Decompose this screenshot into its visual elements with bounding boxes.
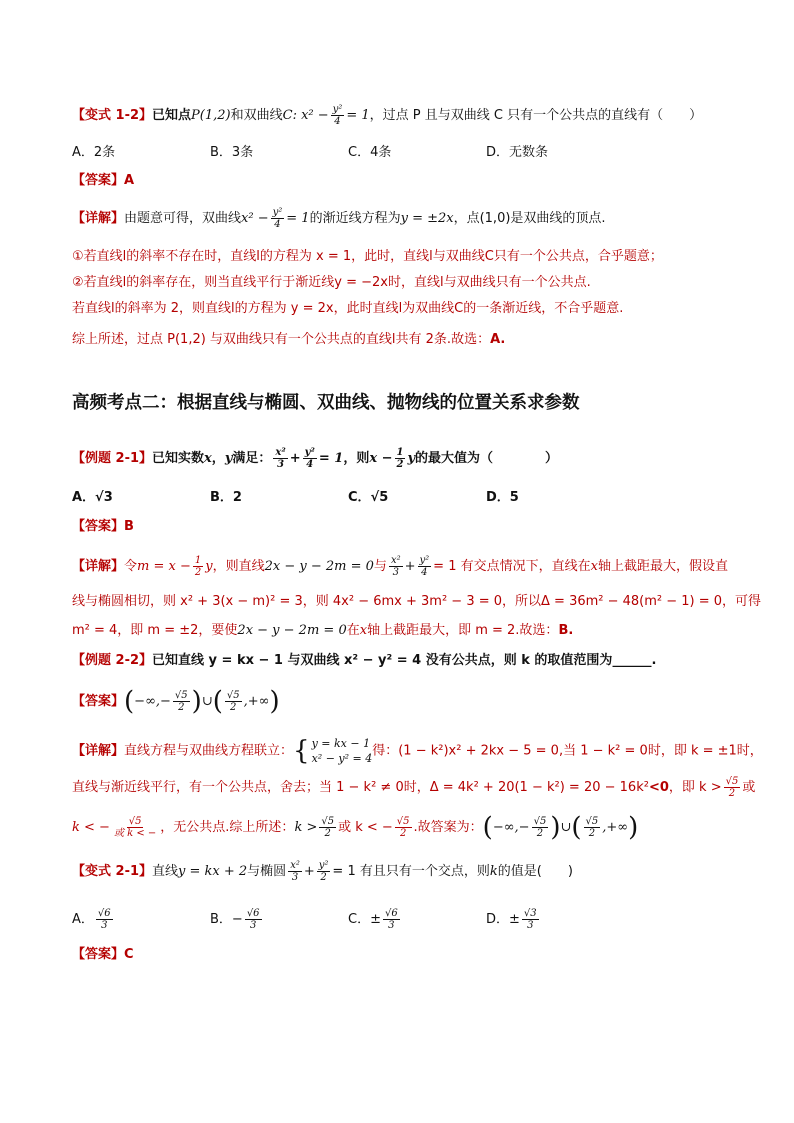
detail-line-3: k < − $\frac{√5}{\text{或 k < −}}$ ，无公共点.综上所述：k > $\frac{√5}{2}$ 或 k < − $\frac{√5}{2}$ .故答案为：(−∞,− $\frac{√5}{2}$ )∪( $\frac{√5}{2}$ ,+∞) — [72, 812, 639, 843]
detail-line-5: 综上所述，过点 P(1,2) 与双曲线只有一个公共点的直线l共有 2条.故选：A. — [72, 332, 506, 347]
example-2-1-question: 【例题 2-1】已知实数x，y满足： $\frac{\text{x²}}{3}$ + $\frac{\text{y²}}{4}$ = 1，则x − $\frac{1}{2}$ y的最大值为（ ） — [72, 447, 559, 470]
section-title: 高频考点二：根据直线与椭圆、双曲线、抛物线的位置关系求参数 — [72, 393, 580, 413]
answer-line: 【答案】C — [72, 947, 134, 962]
detail-line-2: 线与椭圆相切，则 x² + 3(x − m)² = 3，则 4x² − 6mx + 3m² − 3 = 0，所以Δ = 36m² − 48(m² − 1) = 0，可得 — [72, 594, 762, 609]
variant-1-2-question: 【变式 1-2】已知点P(1,2)和双曲线C: x² − $\frac{\text{y²}}{4}$ = 1，过点 P 且与双曲线 C 只有一个公共点的直线有（ ） — [72, 104, 703, 127]
detail-line-1: 【详解】由题意可得，双曲线x² − $\frac{\text{y²}}{4}$ = 1的渐近线方程为y = ±2x，点(1,0)是双曲线的顶点. — [72, 207, 606, 230]
detail-line-4: 若直线l的斜率为 2，则直线l的方程为 y = 2x，此时直线l为双曲线C的一条渐近线，不合乎题意. — [72, 301, 624, 316]
option-a: A．2条 — [72, 145, 116, 160]
detail-line-2: ①若直线l的斜率不存在时，直线l的方程为 x = 1，此时，直线l与双曲线C只有一个公共点，合乎题意； — [72, 249, 663, 264]
option-c: C．√5 — [348, 490, 389, 505]
option-b: B．3条 — [210, 145, 254, 160]
detail-line-1: 【详解】直线方程与双曲线方程联立： { y = kx − 1 x² − y² = 4 得：(1 − k²)x² + 2kx − 5 = 0,当 1 − k² = 0时，即 k = ±1时， — [72, 736, 763, 766]
option-b: B．− $\frac{√6}{3}$ — [210, 908, 260, 931]
option-c: C．4条 — [348, 145, 392, 160]
detail-line-3: m² = 4，即 m = ±2，要使2x − y − 2m = 0在x轴上截距最大，即 m = 2.故选：B. — [72, 623, 574, 638]
answer-line: 【答案】(−∞,− $\frac{√5}{2}$ )∪( $\frac{√5}{2}$ ,+∞) — [72, 686, 280, 717]
answer-line: 【答案】B — [72, 519, 134, 534]
option-d: D．无数条 — [486, 145, 549, 160]
variant-tag: 【变式 1-2】 — [72, 108, 153, 123]
option-d: D．5 — [486, 490, 519, 505]
detail-line-3: ②若直线l的斜率存在，则当直线平行于渐近线y = −2x时，直线l与双曲线只有一个公共点. — [72, 275, 591, 290]
answer-line: 【答案】A — [72, 173, 135, 188]
option-d: D．± $\frac{√3}{3}$ — [486, 908, 537, 931]
option-a: A．√3 — [72, 490, 113, 505]
option-b: B．2 — [210, 490, 242, 505]
detail-line-2: 直线与渐近线平行，有一个公共点，舍去；当 1 − k² ≠ 0时，Δ = 4k² + 20(1 − k²) = 20 − 16k²<0，即 k > $\frac{√5}{2}$ 或 — [72, 776, 756, 799]
option-c: C．± $\frac{√6}{3}$ — [348, 908, 398, 931]
detail-line-1: 【详解】令m = x − $\frac{1}{2}$ y，则直线2x − y − 2m = 0与 $\frac{\text{x²}}{3}$ + $\frac{\text{y²}}{4}$ = 1 有交点情况下，直线在x轴上截距最大，假设直 — [72, 555, 728, 578]
variant-2-1-question: 【变式 2-1】直线y = kx + 2与椭圆 $\frac{\text{x²}}{3}$ + $\frac{\text{y²}}{2}$ = 1 有且只有一个交点，则k的值是( ) — [72, 860, 573, 883]
option-a: A． $\frac{√6}{3}$ — [72, 908, 111, 931]
example-2-2-question: 【例题 2-2】已知直线 y = kx − 1 与双曲线 x² − y² = 4 没有公共点，则 k 的取值范围为______. — [72, 653, 657, 668]
